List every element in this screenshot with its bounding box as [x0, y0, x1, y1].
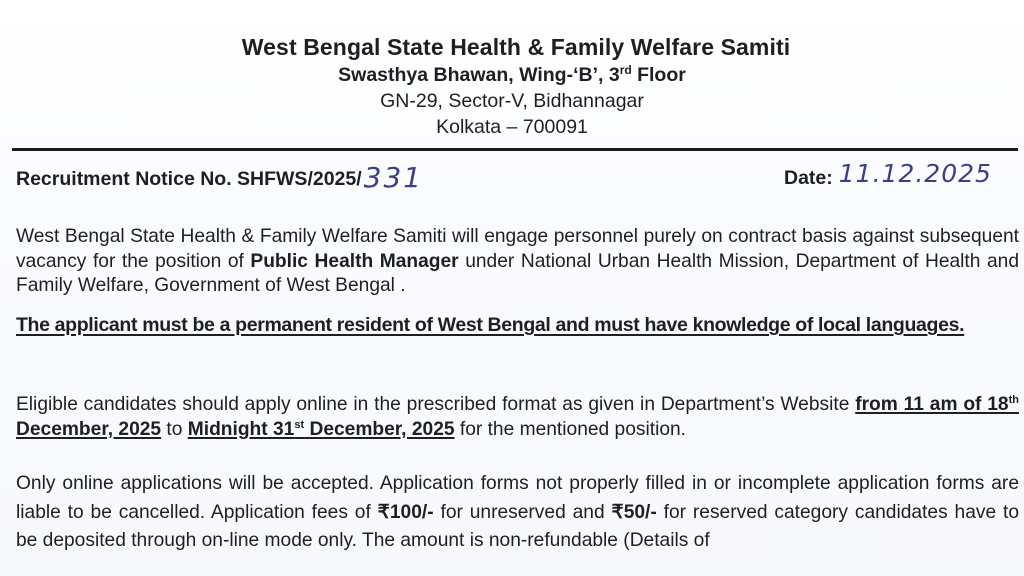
paragraph-text: for reserved category candidates have to be deposited through on-line mode only. The amount is non-refundable (Details of — [16, 501, 1019, 551]
fee-unreserved: ₹100/- — [377, 501, 434, 523]
letterhead — [0, 32, 1024, 140]
notice-date — [784, 159, 992, 191]
organization-name: West Bengal State Health & Family Welfare Samiti — [241, 34, 791, 60]
end-date-superscript: st — [294, 418, 305, 431]
paragraph-application-window — [16, 393, 1019, 442]
residency-requirement: The applicant must be a permanent resident of West Bengal and must have knowledge of local languages. — [16, 314, 965, 336]
address-line-1-text: Swasthya Bhawan, Wing-‘B’, 3 — [338, 64, 620, 86]
position-title: Public Health Manager — [250, 250, 459, 272]
application-end-date — [188, 419, 455, 440]
paragraph-text: Eligible candidates should apply online in the prescribed format as given in Department’s Website — [16, 394, 856, 415]
address-line-2: GN-29, Sector-V, Bidhannagar — [380, 90, 644, 112]
start-date-superscript: th — [1008, 394, 1019, 406]
date-label: Date: — [784, 167, 833, 189]
handwritten-notice-number: 331 — [363, 161, 424, 194]
paragraph-text: for the mentioned position. — [454, 418, 687, 440]
notice-number-label: Recruitment Notice No. SHFWS/2025/ — [16, 168, 362, 190]
address-line-1 — [0, 62, 1024, 88]
fee-reserved: ₹50/- — [611, 501, 657, 523]
paragraph-engagement — [16, 225, 1019, 299]
paragraph-application-fees — [16, 470, 1019, 556]
paragraph-text: to — [161, 418, 188, 440]
paragraph-text: West Bengal State Health & Family Welfare Samiti will engage personnel purely on contract basis against subsequent vacancy for the position of — [16, 226, 1019, 272]
start-date-text: December, 2025 — [16, 418, 162, 440]
start-date-text: from 11 am of 18 — [855, 394, 1009, 415]
address-line-3: Kolkata – 700091 — [436, 116, 588, 138]
recruitment-notice-number — [16, 163, 423, 192]
address-line-1-suffix: Floor — [631, 64, 686, 86]
paragraph-text: for unreserved and — [433, 501, 612, 523]
end-date-text: Midnight 31 — [187, 418, 295, 440]
header-divider — [12, 148, 1018, 151]
end-date-text: December, 2025 — [304, 418, 455, 440]
paragraph-text: under National Urban Health Mission, Department of Health and Family Welfare, Government of West Bengal . — [16, 250, 1020, 296]
paragraph-text: Only online applications will be accepted. Application forms not properly filled in or incomplete application forms are liable to be cancelled. Application fees of — [16, 473, 1019, 523]
handwritten-date: 11.12.2025 — [838, 159, 992, 188]
address-line-1-superscript: rd — [619, 63, 632, 77]
